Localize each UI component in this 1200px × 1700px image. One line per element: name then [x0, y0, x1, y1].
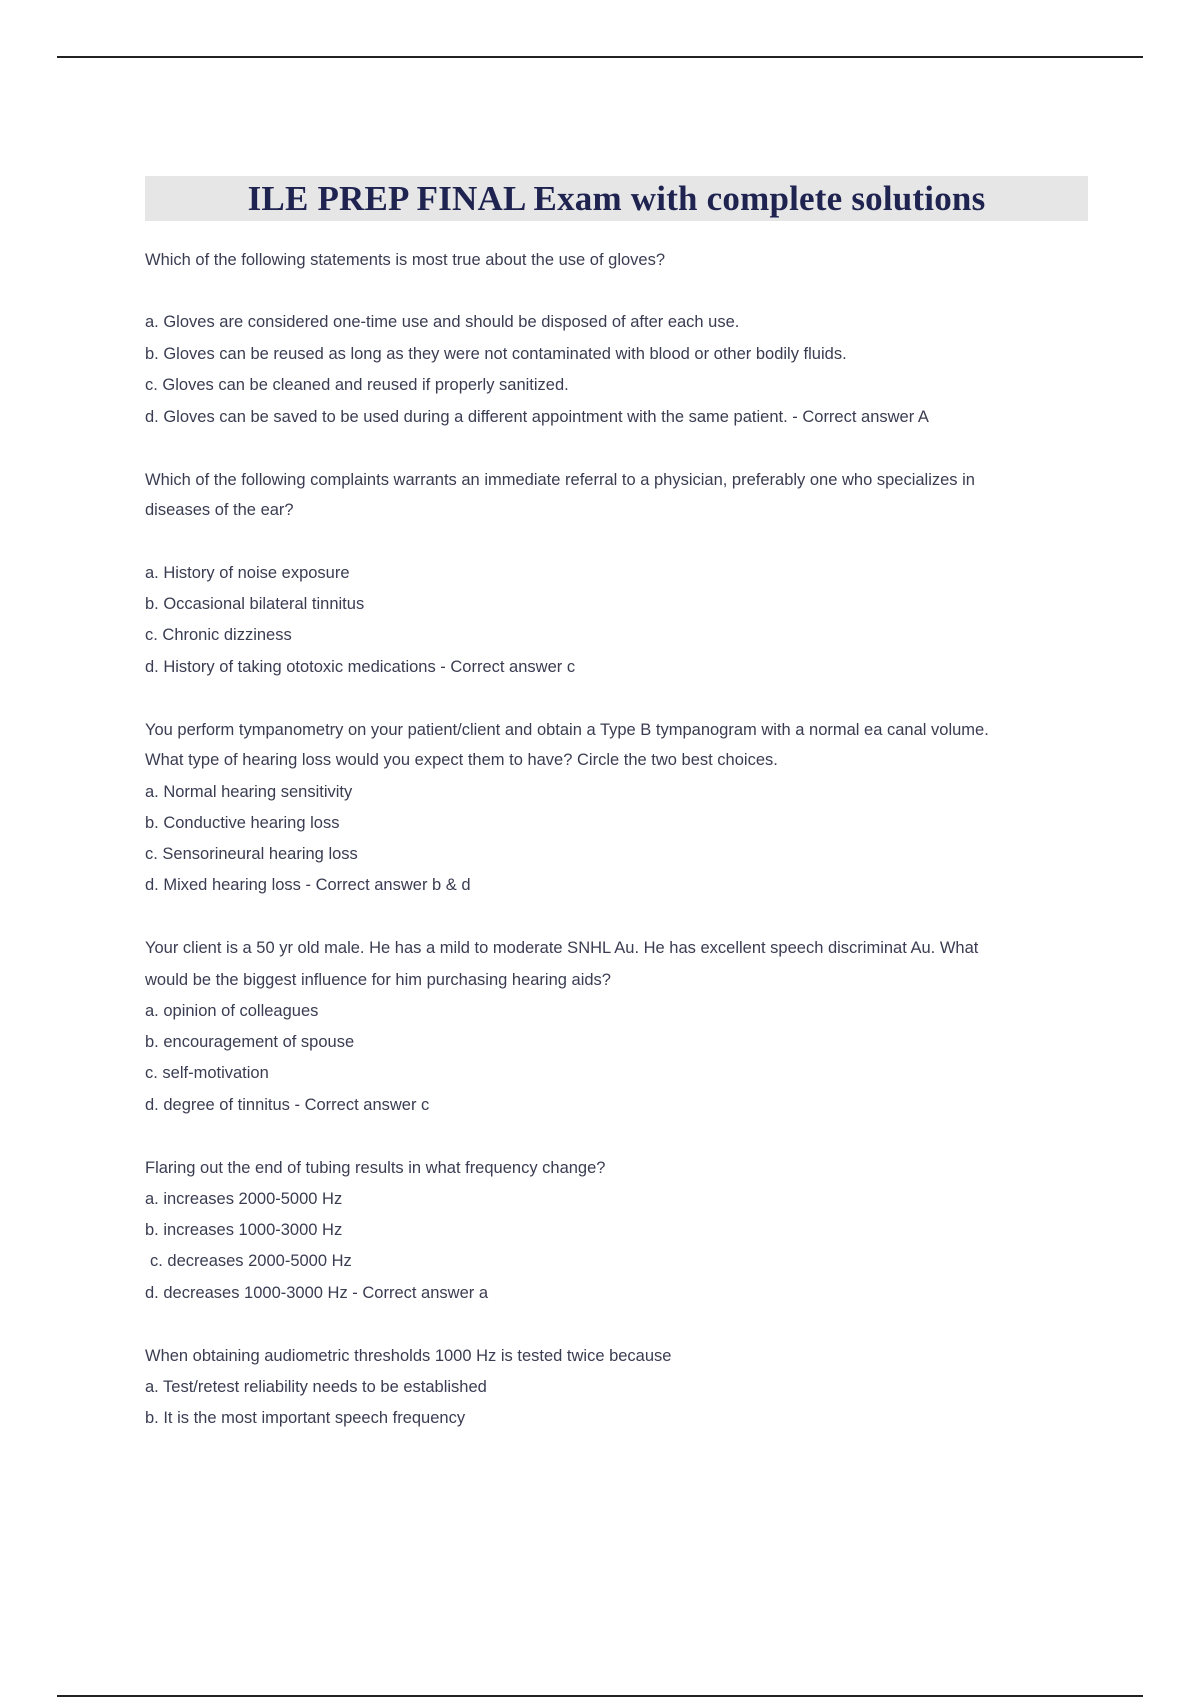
question-4-option-c: c. self-motivation [145, 1064, 269, 1082]
question-1-option-a: a. Gloves are considered one-time use and should be disposed of after each use. [145, 313, 740, 331]
question-5-option-d: d. decreases 1000-3000 Hz - Correct answer a [145, 1284, 489, 1302]
question-4-stem-line-2: would be the biggest influence for him purchasing hearing aids? [145, 971, 611, 989]
question-4-stem-line-1: Your client is a 50 yr old male. He has a mild to moderate SNHL Au. He has excellent speech discriminat Au. What [145, 939, 979, 957]
question-2-option-c: c. Chronic dizziness [145, 626, 292, 644]
question-4-option-b: b. encouragement of spouse [145, 1033, 355, 1051]
question-2-option-d: d. History of taking ototoxic medications - Correct answer c [145, 658, 576, 676]
question-3-option-a: a. Normal hearing sensitivity [145, 783, 353, 801]
question-4-option-a: a. opinion of colleagues [145, 1002, 319, 1020]
header-rule [57, 56, 1143, 58]
question-3-stem-line-1: You perform tympanometry on your patient/client and obtain a Type B tympanogram with a normal ea canal volume. [145, 721, 989, 739]
title-band [145, 176, 1088, 221]
question-3-option-d: d. Mixed hearing loss - Correct answer b & d [145, 876, 471, 894]
question-5-option-c: c. decreases 2000-5000 Hz [150, 1252, 352, 1270]
document-title: ILE PREP FINAL Exam with complete solutions [247, 178, 986, 218]
question-1-stem: Which of the following statements is most true about the use of gloves? [145, 251, 666, 269]
question-2-option-a: a. History of noise exposure [145, 564, 350, 582]
question-1-option-b: b. Gloves can be reused as long as they were not contaminated with blood or other bodily fluids. [145, 345, 847, 363]
question-6-option-a: a. Test/retest reliability needs to be established [145, 1378, 487, 1396]
footer-rule [57, 1695, 1143, 1697]
question-1-option-c: c. Gloves can be cleaned and reused if properly sanitized. [145, 376, 569, 394]
question-4-option-d: d. degree of tinnitus - Correct answer c [145, 1096, 430, 1114]
question-2-stem-line-2: diseases of the ear? [145, 501, 294, 519]
question-2-option-b: b. Occasional bilateral tinnitus [145, 595, 365, 613]
question-5-stem: Flaring out the end of tubing results in what frequency change? [145, 1159, 606, 1177]
question-3-option-b: b. Conductive hearing loss [145, 814, 340, 832]
question-1-option-d: d. Gloves can be saved to be used during a different appointment with the same patient. - Correct answer A [145, 408, 929, 426]
question-3-option-c: c. Sensorineural hearing loss [145, 845, 358, 863]
question-6-stem: When obtaining audiometric thresholds 1000 Hz is tested twice because [145, 1347, 672, 1365]
question-5-option-b: b. increases 1000-3000 Hz [145, 1221, 343, 1239]
question-6-option-b: b. It is the most important speech frequency [145, 1409, 466, 1427]
question-3-stem-line-2: What type of hearing loss would you expect them to have? Circle the two best choices. [145, 751, 778, 769]
question-2-stem-line-1: Which of the following complaints warrants an immediate referral to a physician, preferably one who specializes in [145, 471, 975, 489]
question-5-option-a: a. increases 2000-5000 Hz [145, 1190, 343, 1208]
